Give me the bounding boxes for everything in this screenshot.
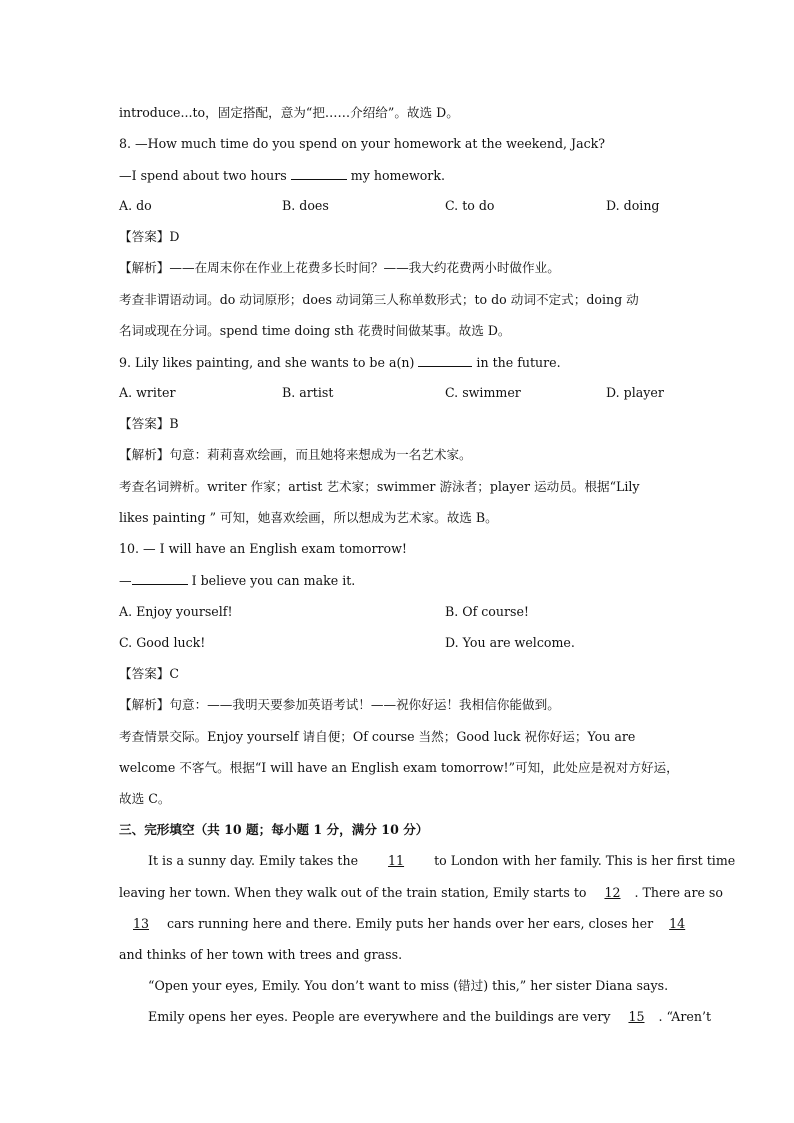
blank-15: 15	[628, 1009, 645, 1024]
q10-response	[119, 572, 355, 589]
q8-option-a: A. do	[119, 198, 152, 213]
q9-option-c: C. swimmer	[445, 385, 521, 400]
q10-response-start: —	[119, 573, 132, 588]
q8-answer: 【答案】D	[119, 229, 180, 244]
blank-12: 12	[604, 885, 621, 900]
q9-answer: 【答案】B	[119, 416, 179, 431]
q8-option-d: D. doing	[606, 198, 660, 213]
blank-13: 13	[132, 916, 150, 931]
passage-line-2	[119, 885, 723, 901]
section-heading: 三、完形填空（共 10 题；每小题 1 分，满分 10 分）	[119, 822, 429, 837]
q8-option-c: C. to do	[445, 198, 495, 213]
passage-line-4: and thinks of her town with trees and grass.	[119, 947, 403, 962]
q10-analysis-1: 【解析】句意：——我明天要参加英语考试！——祝你好运！我相信你能做到。	[119, 697, 560, 712]
q10-answer: 【答案】C	[119, 666, 180, 681]
q8-analysis-1: 【解析】——在周末你在作业上花费多长时间？——我大约花费两小时做作业。	[119, 260, 560, 275]
q9-analysis-3: likes painting ” 可知，她喜欢绘画，所以想成为艺术家。故选 B。	[119, 510, 498, 525]
q9-analysis-1: 【解析】句意：莉莉喜欢绘画，而且她将来想成为一名艺术家。	[119, 447, 472, 462]
q8-analysis-2: 考查非谓语动词。do 动词原形；does 动词第三人称单数形式；to do 动词不定式；doing 动	[119, 292, 639, 307]
q8-response-end: my homework.	[350, 168, 445, 183]
q10-response-end: I believe you can make it.	[191, 573, 356, 588]
q9-blank	[418, 354, 472, 367]
passage-l1-end: to London with her family. This is her first time	[434, 853, 736, 868]
q10-option-d: D. You are welcome.	[445, 635, 575, 650]
passage-paragraph-2: “Open your eyes, Emily. You don’t want to miss (错过) this,” her sister Diana says.	[148, 978, 669, 993]
q10-option-b: B. Of course!	[445, 604, 529, 619]
passage-l2-end: . There are so	[634, 885, 723, 900]
blank-14: 14	[669, 916, 686, 931]
q8-response-start: —I spend about two hours	[119, 168, 287, 183]
q9-option-a: A. writer	[119, 385, 176, 400]
q9-stem	[119, 354, 561, 371]
q10-blank	[132, 572, 188, 585]
q9-option-d: D. player	[606, 385, 664, 400]
q10-analysis-3: welcome 不客气。根据“I will have an English exam tomorrow!”可知，此处应是祝对方好运，	[119, 760, 679, 775]
q10-stem: 10. — I will have an English exam tomorrow!	[119, 541, 407, 556]
q8-option-b: B. does	[282, 198, 329, 213]
q8-analysis-3: 名词或现在分词。spend time doing sth 花费时间做某事。故选 D。	[119, 323, 511, 338]
q9-option-b: B. artist	[282, 385, 334, 400]
passage-l1-start: It is a sunny day. Emily takes the	[148, 853, 359, 868]
passage-paragraph-3	[148, 1009, 711, 1025]
q10-option-c: C. Good luck!	[119, 635, 206, 650]
passage-l2-start: leaving her town. When they walk out of the train station, Emily starts to	[119, 885, 587, 900]
q9-stem-start: 9. Lily likes painting, and she wants to be a(n)	[119, 355, 415, 370]
q8-blank	[291, 167, 347, 180]
q10-analysis-2: 考查情景交际。Enjoy yourself 请自便；Of course 当然；Good luck 祝你好运；You are	[119, 729, 636, 744]
q8-stem: 8. —How much time do you spend on your homework at the weekend, Jack?	[119, 136, 606, 151]
passage-p3-end: . “Aren’t	[658, 1009, 712, 1024]
q8-response	[119, 167, 445, 184]
q10-option-a: A. Enjoy yourself!	[119, 604, 233, 619]
q10-analysis-4: 故选 C。	[119, 791, 171, 806]
passage-p3-start: Emily opens her eyes. People are everywhere and the buildings are very	[148, 1009, 611, 1024]
passage-line-3	[119, 916, 697, 932]
blank-11: 11	[388, 853, 405, 868]
passage-l3-end: cars running here and there. Emily puts her hands over her ears, closes her	[167, 916, 654, 931]
q9-stem-end: in the future.	[476, 355, 561, 370]
intro-line: introduce...to，固定搭配，意为“把……介绍给”。故选 D。	[119, 105, 459, 120]
q9-analysis-2: 考查名词辨析。writer 作家；artist 艺术家；swimmer 游泳者；player 运动员。根据“Lily	[119, 479, 640, 494]
passage-line-1	[148, 853, 735, 869]
